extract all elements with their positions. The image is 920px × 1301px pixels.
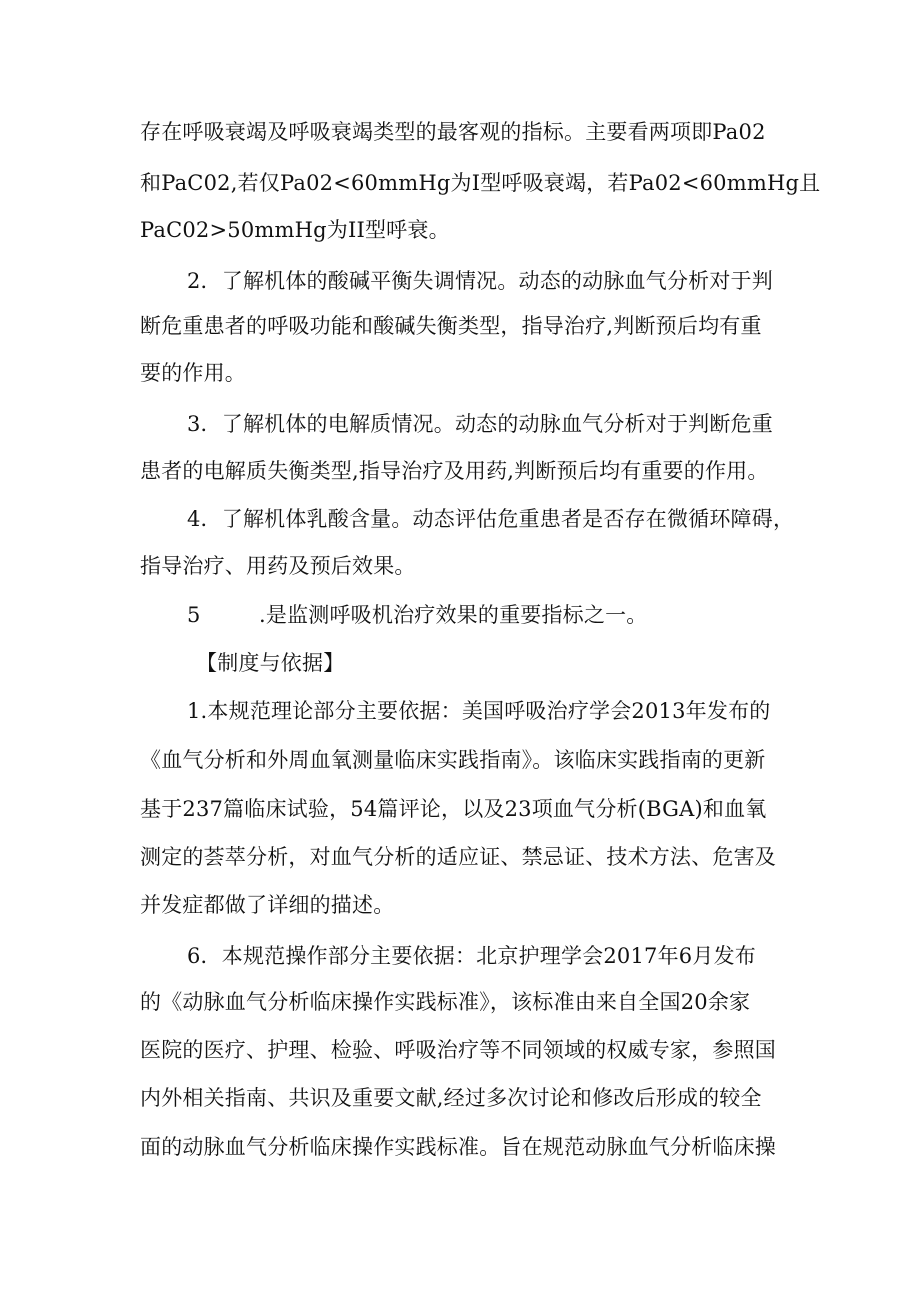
paragraph-line: 3．了解机体的电解质情况。动态的动脉血气分析对于判断危重 — [187, 412, 773, 436]
paragraph-line: 4．了解机体乳酸含量。动态评估危重患者是否存在微循环障碍， — [187, 507, 795, 531]
section-heading: 【制度与依据】 — [196, 651, 345, 675]
paragraph-line: 测定的荟萃分析，对血气分析的适应证、禁忌证、技术方法、危害及 — [140, 845, 776, 869]
list-text: .是监测呼吸机治疗效果的重要指标之一。 — [259, 603, 648, 627]
list-number: 5 — [187, 603, 201, 627]
paragraph-line: 指导治疗、用药及预后效果。 — [140, 554, 416, 578]
paragraph-line: 并发症都做了详细的描述。 — [140, 893, 395, 917]
paragraph-line: 6．本规范操作部分主要依据：北京护理学会2017年6月发布 — [187, 944, 756, 968]
paragraph-line: 患者的电解质失衡类型,指导治疗及用药,判断预后均有重要的作用。 — [140, 459, 769, 483]
paragraph-line: 面的动脉血气分析临床操作实践标准。旨在规范动脉血气分析临床操 — [140, 1135, 776, 1159]
list-item-5 — [187, 600, 832, 630]
paragraph-line: PaC02>50mmHg为II型呼衰。 — [140, 218, 450, 242]
paragraph-line: 的《动脉血气分析临床操作实践标准》，该标准由来自全国20余家 — [140, 990, 751, 1014]
paragraph-line: 1.本规范理论部分主要依据：美国呼吸治疗学会2013年发布的 — [187, 699, 771, 723]
paragraph-line: 《血气分析和外周血氧测量临床实践指南》。该临床实践指南的更新 — [140, 748, 766, 772]
paragraph-line: 内外相关指南、共识及重要文献,经过多次讨论和修改后形成的较全 — [140, 1086, 762, 1110]
paragraph-line: 存在呼吸衰竭及呼吸衰竭类型的最客观的指标。主要看两项即Pa02 — [140, 120, 766, 144]
paragraph-line: 医院的医疗、护理、检验、呼吸治疗等不同领域的权威专家，参照国 — [140, 1038, 776, 1062]
paragraph-line: 和PaC02,若仅Pa02<60mmHg为I型呼吸衰竭，若Pa02<60mmHg且 — [140, 171, 821, 195]
paragraph-line: 要的作用。 — [140, 361, 246, 385]
paragraph-line: 基于237篇临床试验，54篇评论，以及23项血气分析(BGA)和血氧 — [140, 797, 767, 821]
paragraph-line: 2．了解机体的酸碱平衡失调情况。动态的动脉血气分析对于判 — [187, 269, 773, 293]
paragraph-line: 断危重患者的呼吸功能和酸碱失衡类型，指导治疗,判断预后均有重 — [140, 314, 762, 338]
